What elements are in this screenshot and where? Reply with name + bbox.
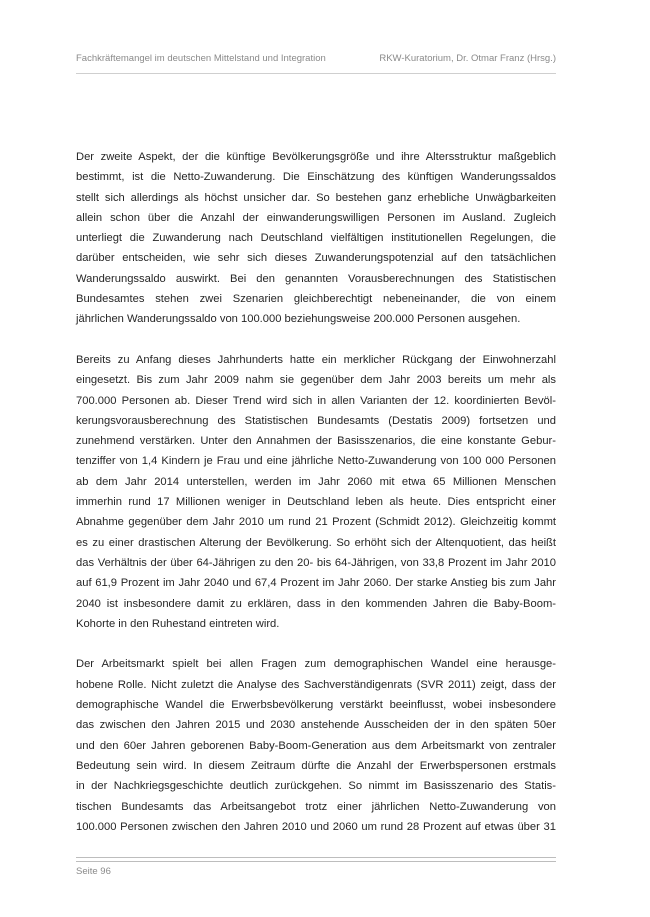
text-line: 100.000 Personen zwischen den Jahren 2010 und 2060 um rund 28 Prozent auf etwas über 31: [76, 820, 556, 833]
running-header: [76, 50, 556, 66]
header-divider: [76, 73, 556, 74]
text-line: bestimmt, ist die Netto-Zuwanderung. Die Einschätzung des künftigen Wanderungssaldos: [76, 171, 556, 184]
header-editor: RKW-Kuratorium, Dr. Otmar Franz (Hrsg.): [379, 52, 556, 64]
text-line: tenziffer von 1,4 Kindern je Frau und eine jährliche Netto-Zuwanderung von 100 000 Personen: [76, 455, 556, 468]
text-line: das Verhältnis der über 64-Jährigen zu den 20- bis 64-Jährigen, von 33,8 Prozent im Jahr 2010: [76, 556, 556, 569]
text-line: auf 61,9 Prozent im Jahr 2040 und 67,4 Prozent im Jahr 2060. Der starke Anstieg bis zum Jahr: [76, 577, 556, 590]
text-line: Der zweite Aspekt, der die künftige Bevölkerungsgröße und ihre Altersstruktur maßgeblich: [76, 151, 556, 163]
text-line: Bedeutung sein wird. In diesem Zeitraum dürfte die Anzahl der Erwerbspersonen erstmals: [76, 759, 556, 772]
text-line: zunehmend verstärken. Unter den Annahmen der Basisszenarios, die eine konstante Gebur-: [76, 435, 556, 448]
text-line: demographische Wandel die Erwerbsbevölkerung verstärkt beeinflusst, wobei insbesondere: [76, 699, 556, 712]
text-line: das zwischen den Jahren 2015 und 2030 anstehende Ausscheiden der in den späten 50er: [76, 719, 556, 732]
text-line: unterliegt die Zuwanderung nach Deutschland vielfältigen institutionellen Regelungen, die: [76, 232, 556, 245]
text-line: darüber entscheiden, wie sehr sich dieses Zuwanderungspotenzial auf den tatsächlichen: [76, 252, 556, 265]
text-line: es zu einer drastischen Alterung der Bevölkerung. So erhöht sich der Altenquotient, das heißt: [76, 536, 556, 549]
text-line: immerhin rund 17 Millionen weniger in Deutschland leben als heute. Dies entspricht einer: [76, 496, 556, 509]
text-line: Bundesamtes stehen zwei Szenarien gleichberechtigt nebeneinander, die von einem: [76, 293, 556, 306]
text-line: Wanderungssaldo auswirkt. Bei den genannten Vorausberechnungen des Statistischen: [76, 272, 556, 285]
text-line: Abnahme gegenüber dem Jahr 2010 um rund 21 Prozent (Schmidt 2012). Gleichzeitig kommt: [76, 516, 556, 529]
paragraph: [76, 147, 556, 330]
text-line: 2040 ist insbesondere damit zu erklären, dass in den kommenden Jahren die Baby-Boom-: [76, 597, 556, 610]
text-line: jährlichen Wanderungssaldo von 100.000 beziehungsweise 200.000 Personen ausgehen.: [76, 313, 521, 326]
text-line: tischen Bundesamts das Arbeitsangebot trotz einer jährlichen Netto-Zuwanderung von: [76, 800, 556, 813]
text-line: eingesetzt. Bis zum Jahr 2009 nahm sie gegenüber dem Jahr 2003 bereits um mehr als: [76, 374, 556, 387]
footer-divider-top: [76, 857, 556, 858]
paragraph: [76, 350, 556, 634]
page-number: Seite 96: [76, 866, 111, 877]
text-line: Bereits zu Anfang dieses Jahrhunderts hatte ein merklicher Rückgang der Einwohnerzahl: [76, 353, 556, 366]
text-line: ab dem Jahr 2014 unterstellen, werden im Jahr 2060 mit etwa 65 Millionen Menschen: [76, 475, 556, 488]
text-line: stellt sich allerdings als höchst unsicher dar. So bestehen ganz erhebliche Unwägbarkeiten: [76, 191, 556, 204]
text-line: Der Arbeitsmarkt spielt bei allen Fragen zum demographischen Wandel eine herausge-: [76, 658, 556, 671]
text-line: kerungsvorausberechnung des Statistischen Bundesamts (Destatis 2009) fortsetzen und: [76, 414, 556, 427]
text-line: in der Nachkriegsgeschichte deutlich zurückgehen. So nimmt im Basisszenario des Statis-: [76, 780, 556, 793]
paragraph: [76, 654, 556, 837]
text-line: allein schon über die Anzahl der einwanderungswilligen Personen im Ausland. Zugleich: [76, 211, 556, 224]
text-line: Kohorte in den Ruhestand eintreten wird.: [76, 617, 280, 630]
text-line: und den 60er Jahren geborenen Baby-Boom-Generation aus dem Arbeitsmarkt von zentraler: [76, 739, 556, 752]
footer-divider-bottom: [76, 861, 556, 862]
text-line: 700.000 Personen ab. Dieser Trend wird sich in allen Varianten der 12. koordinierten Bevöl-: [76, 394, 556, 407]
text-line: hobene Rolle. Nicht zuletzt die Analyse des Sachverständigenrats (SVR 2011) zeigt, dass der: [76, 678, 556, 691]
header-title: Fachkräftemangel im deutschen Mittelstand und Integration: [76, 52, 326, 64]
body-text: [76, 147, 556, 857]
